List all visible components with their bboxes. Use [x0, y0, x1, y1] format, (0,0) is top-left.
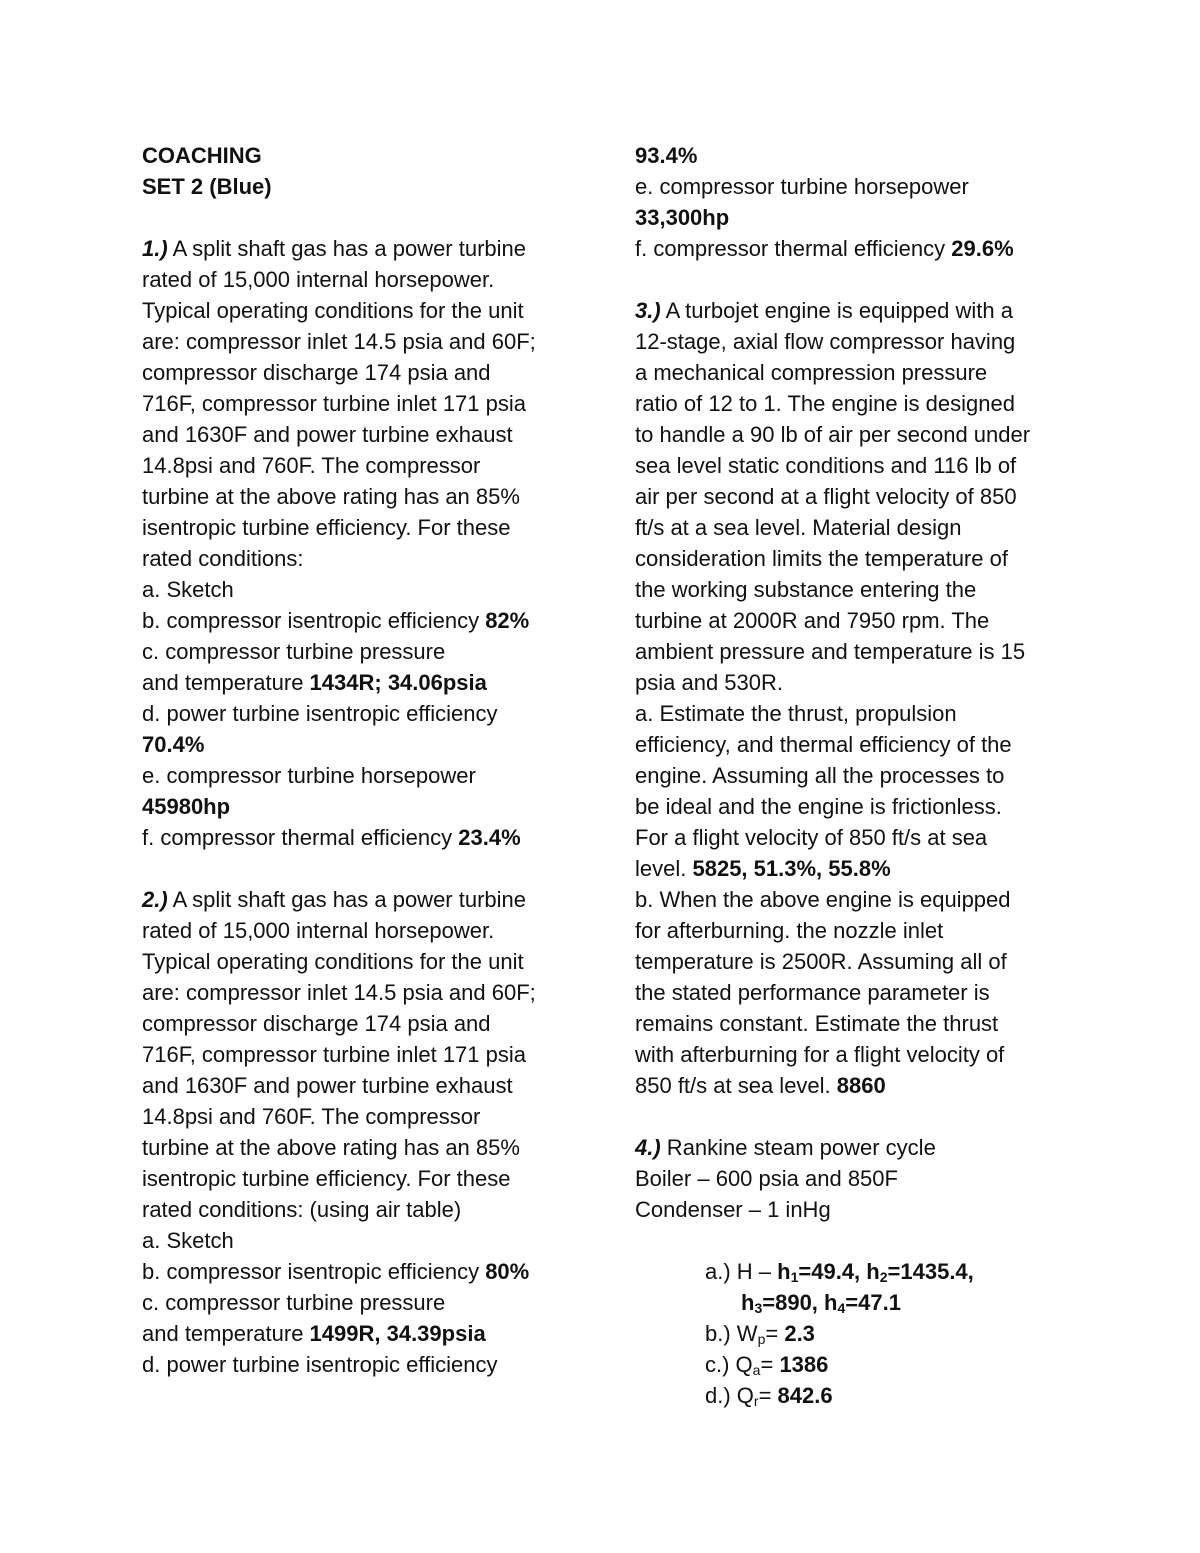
text-line: and 1630F and power turbine exhaust — [142, 422, 513, 447]
rankine-answer-b: b.) $W_p= 2.3$ — [705, 1321, 815, 1347]
text-line: rated of 15,000 internal horsepower. — [142, 267, 495, 292]
spacer — [635, 1225, 1075, 1256]
text-line: with afterburning for a flight velocity of — [635, 1042, 1005, 1067]
text-line: ratio of 12 to 1. The engine is designed — [635, 391, 1015, 416]
text-line: turbine at the above rating has an 85% — [142, 484, 520, 509]
question-heading — [635, 295, 1075, 326]
text-line: ft/s at a sea level. Material design — [635, 515, 962, 540]
text-line: rated conditions: (using air table) — [142, 1197, 462, 1222]
text-line: Condenser – 1 inHg — [635, 1197, 831, 1222]
answer-value: 33,300hp — [635, 205, 730, 230]
text-line: c. compressor turbine pressure — [142, 1290, 446, 1315]
answer-line — [142, 1318, 582, 1349]
answer-line — [635, 140, 1075, 171]
rankine-answer-a-cont: $h_3=890$, $h_4=47.1$ — [741, 1290, 901, 1316]
text-line: engine. Assuming all the processes to — [635, 763, 1005, 788]
text-line: For a flight velocity of 850 ft/s at sea — [635, 825, 988, 850]
text-line: are: compressor inlet 14.5 psia and 60F; — [142, 980, 536, 1005]
answer-value: 70.4% — [142, 732, 205, 757]
text-line: 716F, compressor turbine inlet 171 psia — [142, 391, 526, 416]
text-line: a. Sketch — [142, 577, 234, 602]
document-title: COACHING — [142, 143, 262, 168]
right-problem-text — [635, 140, 1075, 1256]
spacer — [142, 853, 582, 884]
text-line: compressor discharge 174 psia and — [142, 360, 491, 385]
question-heading — [635, 1132, 1075, 1163]
answer-prompt: and temperature — [142, 1321, 310, 1346]
text-line: to handle a 90 lb of air per second under — [635, 422, 1031, 447]
question-text: A turbojet engine is equipped with a — [660, 298, 1013, 323]
text-line: and 1630F and power turbine exhaust — [142, 1073, 513, 1098]
text-line: a. Sketch — [142, 1228, 234, 1253]
text-line: c. compressor turbine pressure — [142, 639, 446, 664]
text-line: remains constant. Estimate the thrust — [635, 1011, 999, 1036]
text-line: turbine at 2000R and 7950 rpm. The — [635, 608, 990, 633]
answer-line — [142, 1256, 582, 1287]
text-line: rated of 15,000 internal horsepower. — [142, 918, 495, 943]
spacer — [142, 202, 582, 233]
answer-value: 5825, 51.3%, 55.8% — [692, 856, 891, 881]
text-line: are: compressor inlet 14.5 psia and 60F; — [142, 329, 536, 354]
text-line: Typical operating conditions for the unit — [142, 949, 524, 974]
text-line: b. When the above engine is equipped — [635, 887, 1011, 912]
rankine-answer-a: a.) $H - h_1=49.4$, $h_2=1435.4$, — [705, 1259, 974, 1285]
left-column — [142, 140, 582, 1380]
answer-prompt: f. compressor thermal efficiency — [635, 236, 952, 261]
answer-value: 23.4% — [458, 825, 521, 850]
question-number: 2.) — [142, 887, 168, 912]
question-number: 1.) — [142, 236, 168, 261]
answer-value: 29.6% — [951, 236, 1014, 261]
answer-line — [635, 1070, 1075, 1101]
text-line: rated conditions: — [142, 546, 304, 571]
rankine-answer-c: c.) $Q_a= 1386$ — [705, 1352, 829, 1378]
text-line: 716F, compressor turbine inlet 171 psia — [142, 1042, 526, 1067]
question-number: 4.) — [635, 1135, 661, 1160]
text-line: 14.8psi and 760F. The compressor — [142, 453, 481, 478]
text-line: the working substance entering the — [635, 577, 977, 602]
text-line: ambient pressure and temperature is 15 — [635, 639, 1026, 664]
question-text: A split shaft gas has a power turbine — [167, 236, 527, 261]
answer-value: 93.4% — [635, 143, 698, 168]
text-line: d. power turbine isentropic efficiency — [142, 1352, 498, 1377]
text-line: 12-stage, axial flow compressor having — [635, 329, 1016, 354]
text-line: a. Estimate the thrust, propulsion — [635, 701, 957, 726]
answer-prompt: b. compressor isentropic efficiency — [142, 1259, 486, 1284]
text-line: e. compressor turbine horsepower — [142, 763, 476, 788]
answer-line — [142, 729, 582, 760]
text-line: efficiency, and thermal efficiency of the — [635, 732, 1012, 757]
question-heading — [142, 884, 582, 915]
text-line: a mechanical compression pressure — [635, 360, 988, 385]
answer-value: 8860 — [836, 1073, 886, 1098]
answer-line — [635, 202, 1075, 233]
rankine-answer-d: d.) $Q_r= 842.6$ — [705, 1383, 833, 1409]
answer-prompt: and temperature — [142, 670, 310, 695]
spacer — [635, 264, 1075, 295]
text-line: air per second at a flight velocity of 850 — [635, 484, 1017, 509]
answer-line — [635, 853, 1075, 884]
answer-line — [142, 605, 582, 636]
answer-line — [142, 791, 582, 822]
spacer — [635, 1101, 1075, 1132]
text-line: d. power turbine isentropic efficiency — [142, 701, 498, 726]
answer-line — [142, 667, 582, 698]
answer-prompt: level. — [635, 856, 693, 881]
answer-value: 80% — [485, 1259, 530, 1284]
answer-value: 82% — [485, 608, 530, 633]
text-line: be ideal and the engine is frictionless. — [635, 794, 1002, 819]
answer-prompt: 850 ft/s at sea level. — [635, 1073, 837, 1098]
text-line: compressor discharge 174 psia and — [142, 1011, 491, 1036]
text-line: psia and 530R. — [635, 670, 783, 695]
answer-line — [635, 233, 1075, 264]
answer-value: 45980hp — [142, 794, 231, 819]
right-column — [635, 140, 1075, 1411]
question-text: Rankine steam power cycle — [660, 1135, 936, 1160]
answer-prompt: b. compressor isentropic efficiency — [142, 608, 486, 633]
text-line: isentropic turbine efficiency. For these — [142, 515, 511, 540]
text-line: the stated performance parameter is — [635, 980, 990, 1005]
text-line: for afterburning. the nozzle inlet — [635, 918, 944, 943]
question-number: 3.) — [635, 298, 661, 323]
answer-prompt: f. compressor thermal efficiency — [142, 825, 459, 850]
text-line: isentropic turbine efficiency. For these — [142, 1166, 511, 1191]
text-line: turbine at the above rating has an 85% — [142, 1135, 520, 1160]
left-problem-text — [142, 233, 582, 1380]
answer-value: 1434R; 34.06psia — [309, 670, 487, 695]
text-line: e. compressor turbine horsepower — [635, 174, 969, 199]
text-line: Boiler – 600 psia and 850F — [635, 1166, 898, 1191]
answer-line — [142, 822, 582, 853]
answer-value: 1499R, 34.39psia — [309, 1321, 486, 1346]
text-line: 14.8psi and 760F. The compressor — [142, 1104, 481, 1129]
question-heading — [142, 233, 582, 264]
text-line: temperature is 2500R. Assuming all of — [635, 949, 1007, 974]
text-line: consideration limits the temperature of — [635, 546, 1008, 571]
text-line: sea level static conditions and 116 lb of — [635, 453, 1017, 478]
set-label: SET 2 (Blue) — [142, 174, 272, 199]
text-line: Typical operating conditions for the unit — [142, 298, 524, 323]
question-text: A split shaft gas has a power turbine — [167, 887, 527, 912]
